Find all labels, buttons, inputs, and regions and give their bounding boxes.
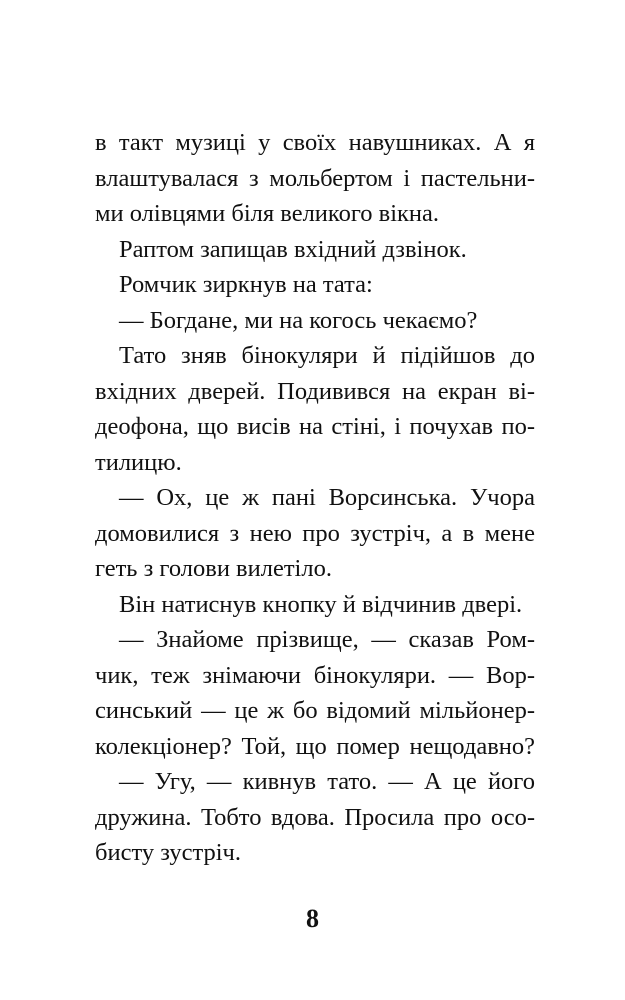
- text-line: бисту зустріч.: [95, 839, 242, 866]
- text-line: влаштувалася з мольбертом і пастельни-: [95, 164, 535, 192]
- dialogue-line: — Знайоме прізвище, — сказав Ром-: [119, 626, 535, 653]
- text-line: деофона, що висів на стіні, і почухав по-: [95, 413, 535, 440]
- paragraph-line: Він натиснув кнопку й відчинив двері.: [119, 590, 523, 618]
- text-line: ми олівцями біля великого вікна.: [95, 200, 440, 227]
- body-text: [95, 125, 535, 871]
- dialogue-line: — Богдане, ми на когось чекаємо?: [119, 306, 478, 334]
- text-line: чик, теж знімаючи бінокуляри. — Вор-: [95, 661, 535, 689]
- paragraph-line: Ромчик зиркнув на тата:: [119, 271, 373, 298]
- paragraph-line: Тато зняв бінокуляри й підійшов до: [119, 342, 535, 369]
- paragraph-line: Раптом запищав вхідний дзвінок.: [119, 235, 467, 263]
- text-line: домовилися з нею про зустріч, а в мене: [95, 519, 535, 547]
- text-line: колекціонер? Той, що помер нещодавно?: [95, 732, 535, 760]
- text-line: в такт музиці у своїх навушниках. А я: [95, 129, 535, 156]
- text-line: тилицю.: [95, 448, 182, 476]
- text-line: синський — це ж бо відомий мільйонер-: [95, 697, 535, 724]
- dialogue-line: — Ох, це ж пані Ворсинська. Учора: [119, 484, 535, 511]
- dialogue-line: — Угу, — кивнув тато. — А це його: [119, 768, 535, 795]
- text-line: вхідних дверей. Подивився на екран ві-: [95, 377, 535, 405]
- text-line: геть з голови вилетіло.: [95, 555, 332, 582]
- text-line: дружина. Тобто вдова. Просила про осо-: [95, 803, 535, 831]
- page-number: 8: [306, 904, 319, 933]
